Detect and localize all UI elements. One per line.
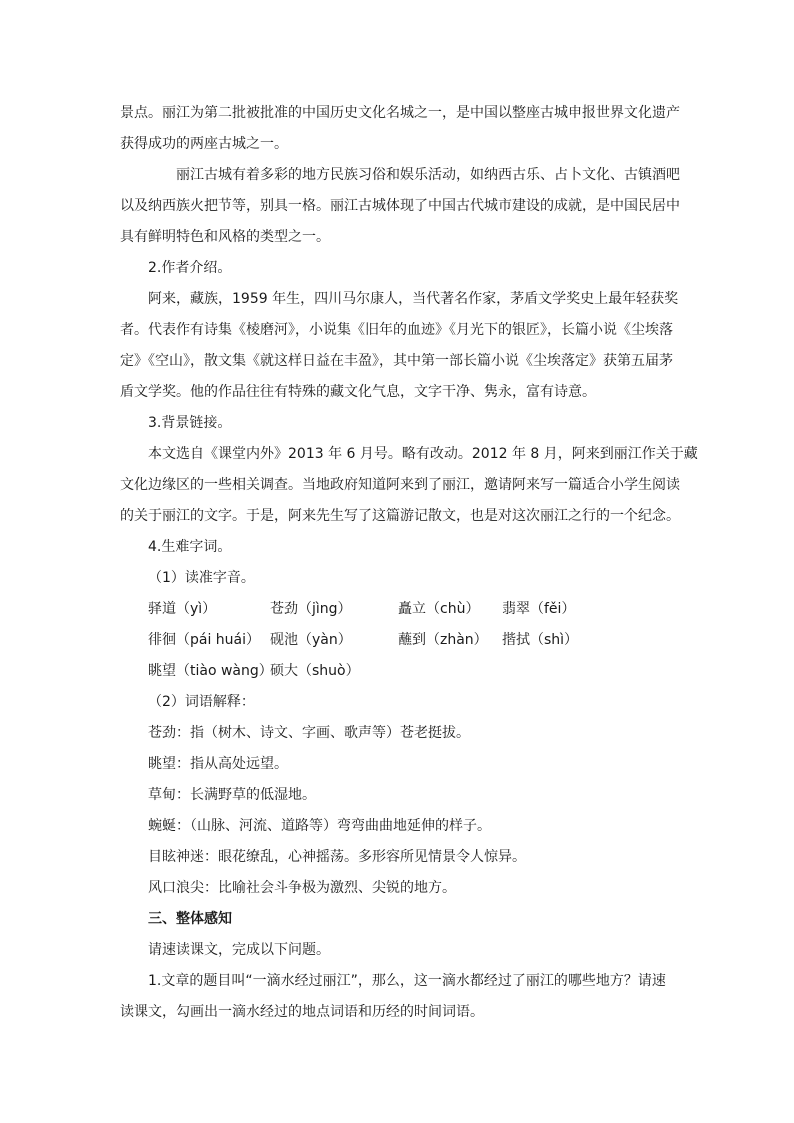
pronunciation-item: 苍劲（jìng） (270, 601, 352, 617)
section-heading: 三、整体感知 (148, 911, 232, 927)
paragraph-line: 的关于丽江的文字。于是，阿来先生写了这篇游记散文，也是对这次丽江之行的一个纪念。 (120, 508, 680, 524)
pronunciation-item: 矗立（chù） (398, 601, 480, 617)
paragraph-line: 具有鲜明特色和风格的类型之一。 (120, 229, 330, 245)
pronunciation-row (120, 594, 680, 625)
pronunciation-row (120, 625, 680, 656)
paragraph-line: 以及纳西族火把节等，别具一格。丽江古城体现了中国古代城市建设的成就，是中国民居中 (120, 198, 680, 214)
definition-line: 目眩神迷：眼花缭乱，心神摇荡。多形容所见情景令人惊异。 (148, 849, 526, 865)
section-heading: 4.生难字词。 (148, 539, 232, 555)
pronunciation-item: 驿道（yì） (148, 601, 217, 617)
paragraph-line: 定》《空山》，散文集《就这样日益在丰盈》，其中第一部长篇小说《尘埃落定》获第五届茅 (120, 353, 673, 369)
pronunciation-row (120, 656, 680, 687)
paragraph-line: 者。代表作有诗集《棱磨河》，小说集《旧年的血迹》《月光下的银匠》，长篇小说《尘埃落 (120, 322, 673, 338)
pronunciation-item: 揩拭（shì） (502, 632, 579, 648)
definition-line: 眺望：指从高处远望。 (148, 756, 288, 772)
paragraph-line: 丽江古城有着多彩的地方民族习俗和娱乐活动，如纳西古乐、占卜文化、古镇酒吧 (176, 167, 680, 183)
pronunciation-item: 眺望（tiào wàng） (148, 663, 273, 679)
pronunciation-item: 翡翠（fěi） (502, 601, 576, 617)
section-heading: 3.背景链接。 (148, 415, 232, 431)
subsection-heading: （2）词语解释： (148, 694, 255, 710)
pronunciation-item: 徘徊（pái huái） (148, 632, 261, 648)
definition-line: 苍劲：指（树木、诗文、字画、歌声等）苍老挺拔。 (148, 725, 470, 741)
paragraph-line: 盾文学奖。他的作品往往有特殊的藏文化气息，文字干净、隽永，富有诗意。 (120, 384, 596, 400)
definition-line: 蜿蜒：（山脉、河流、道路等）弯弯曲曲地延伸的样子。 (148, 818, 491, 834)
paragraph-line: 文化边缘区的一些相关调查。当地政府知道阿来到了丽江，邀请阿来写一篇适合小学生阅读 (120, 477, 680, 493)
pronunciation-item: 蘸到（zhàn） (398, 632, 488, 648)
paragraph-line: 阿来，藏族，1959 年生，四川马尔康人，当代著名作家，茅盾文学奖史上最年轻获奖 (148, 291, 679, 307)
question-line: 读课文，勾画出一滴水经过的地点词语和历经的时间词语。 (120, 1004, 484, 1020)
paragraph-line: 获得成功的两座古城之一。 (120, 136, 288, 152)
paragraph-line: 请速读课文，完成以下问题。 (148, 942, 330, 958)
paragraph-line: 本文选自《课堂内外》2013 年 6 月号。略有改动。2012 年 8 月，阿来到丽江作关于藏 (148, 446, 698, 462)
document-page (120, 98, 698, 1028)
pronunciation-item: 砚池（yàn） (270, 632, 352, 648)
question-line: 1.文章的题目叫“一滴水经过丽江”，那么，这一滴水都经过了丽江的哪些地方？请速 (148, 973, 666, 989)
paragraph-line: 景点。丽江为第二批被批准的中国历史文化名城之一，是中国以整座古城申报世界文化遗产 (120, 105, 680, 121)
definition-line: 风口浪尖：比喻社会斗争极为激烈、尖锐的地方。 (148, 880, 456, 896)
definition-line: 草甸：长满野草的低湿地。 (148, 787, 316, 803)
subsection-heading: （1）读准字音。 (148, 570, 255, 586)
pronunciation-item: 硕大（shuò） (270, 663, 360, 679)
section-heading: 2.作者介绍。 (148, 260, 232, 276)
